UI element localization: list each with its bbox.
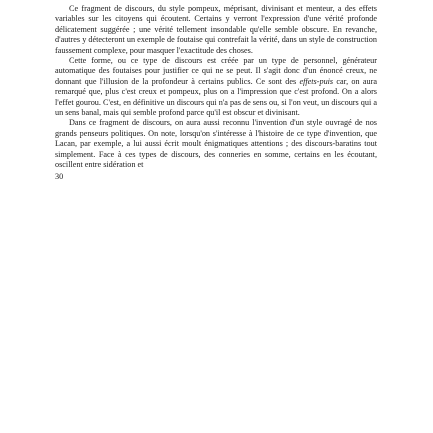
page-number: 30 xyxy=(55,171,64,181)
paragraph-1-text: Ce fragment de discours, du style pompeux, méprisant, divinisant et menteur, a des effets variables sur les citoyens qui écoutent. Certains y verront l'expression d'une vérité profonde délicatement suggérée ; une vérité tellement insondable qu'elle semble obscure. En revanche, d'autres y détecteront un exemple de foutaise qui contrefait la vérité, dans un style de construction faussement complexe, pour masquer l'exactitude des choses. xyxy=(55,4,377,55)
paragraph-2-emphasis: effets-puis xyxy=(299,76,334,86)
paragraph-2-text-start: Cette forme, ou ce type de discours est créée par un type de personnel, générateur automatique des foutaises pour justifier ce qui ne se peut. Il s'agit donc d'un énoncé creux, ne donnant que l'illusion de la profondeur à certains publics. Ce sont des xyxy=(55,56,377,86)
paragraph-1 xyxy=(55,4,377,56)
paragraph-3-text: Dans ce fragment de discours, on aura aussi reconnu l'invention d'un style ouvragé de nos grands penseurs politiques. On note, lorsqu'on s'intéresse à l'histoire de ce type d'invention, que Lacan, par exemple, a lui aussi écrit moult énigmatiques attentions ; des discours-baratins tout simplement. Face à ces types de discours, des conneries en somme, certains en les écoutant, oscillent entre sidération et xyxy=(55,118,377,170)
document-page xyxy=(55,4,377,182)
paragraph-2 xyxy=(55,56,377,118)
paragraph-3 xyxy=(55,118,377,170)
paragraph-2-text-end: car, on aura remarqué que, plus c'est creux et pompeux, plus on a l'impression que c'est profond. On a alors l'effet gourou. C'est, en définitive un discours qui n'a pas de sens ou, si l'on veut, un discours qui a un sens banal, mais qui semble profond parce qu'il est obscur et divinisant. xyxy=(55,76,377,118)
